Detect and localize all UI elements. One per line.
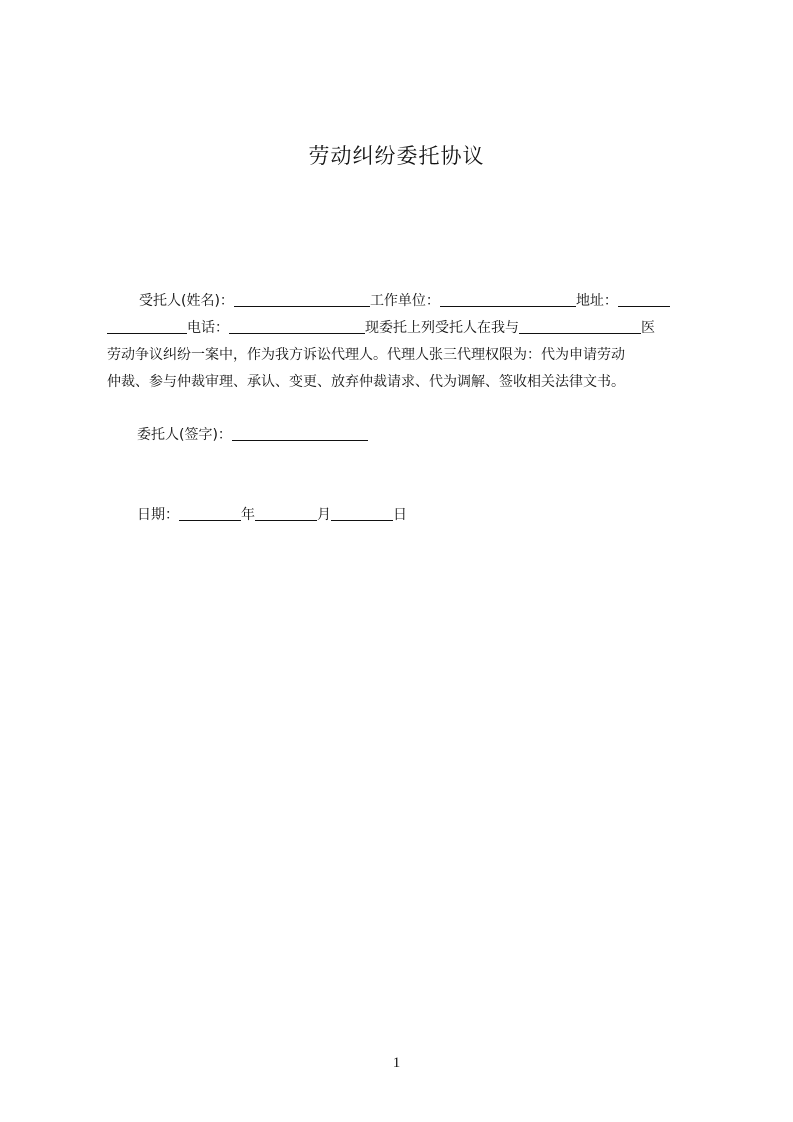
year-label: 年: [241, 507, 255, 523]
opposing-party-blank[interactable]: [519, 319, 641, 334]
agreement-body: [107, 288, 703, 396]
year-blank[interactable]: [179, 506, 241, 521]
line-2-end-text: 医: [641, 320, 655, 336]
month-label: 月: [317, 507, 331, 523]
day-blank[interactable]: [331, 506, 393, 521]
address-label: 地址：: [575, 293, 618, 309]
entrust-text: 现委托上列受托人在我与: [365, 320, 519, 336]
signature-label: 委托人(签字)：: [137, 427, 232, 443]
address-blank-continued[interactable]: [107, 319, 187, 334]
phone-label: 电话：: [187, 320, 229, 336]
phone-blank[interactable]: [229, 319, 365, 334]
body-line-1: [107, 288, 703, 315]
agent-name-label: 受托人(姓名)：: [139, 293, 234, 309]
day-label: 日: [393, 507, 407, 523]
date-label: 日期：: [137, 507, 179, 523]
body-line-2: [107, 315, 703, 342]
body-line-4: 仲裁、参与仲裁审理、承认、变更、放弃仲裁请求、代为调解、签收相关法律文书。: [107, 374, 625, 390]
body-line-3: 劳动争议纠纷一案中，作为我方诉讼代理人。代理人张三代理权限为：代为申请劳动: [107, 347, 625, 363]
work-unit-label: 工作单位：: [369, 293, 440, 309]
month-blank[interactable]: [255, 506, 317, 521]
signature-row: [137, 424, 368, 445]
work-unit-blank[interactable]: [440, 292, 576, 307]
signature-blank[interactable]: [232, 426, 368, 441]
page-number: 1: [392, 1055, 401, 1071]
document-title: 劳动纠纷委托协议: [308, 144, 485, 168]
agent-name-blank[interactable]: [234, 292, 370, 307]
date-row: [137, 504, 407, 525]
address-blank[interactable]: [618, 292, 670, 307]
